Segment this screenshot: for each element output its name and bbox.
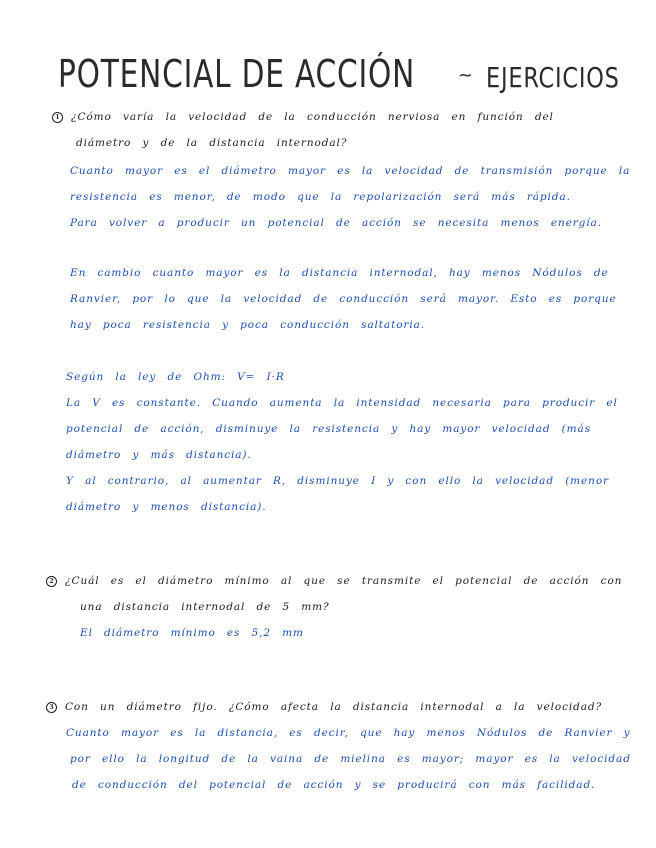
question-number: 3 xyxy=(46,702,57,713)
answer-line: Según la ley de Ohm: V= I·R xyxy=(66,371,285,383)
answer-line: potencial de acción, disminuye la resistencia y hay mayor velocidad (más xyxy=(66,423,591,435)
question-1 xyxy=(52,104,554,156)
answer-line: En cambio cuanto mayor es la distancia internodal, hay menos Nódulos de xyxy=(70,267,609,279)
answer-2 xyxy=(80,620,304,646)
title-dash: ~ xyxy=(457,65,474,86)
question-line xyxy=(46,694,602,720)
question-line: diámetro y de la distancia internodal? xyxy=(76,137,348,149)
answer-line: por ello la longitud de la vaina de mielina es mayor; mayor es la velocidad xyxy=(70,753,631,765)
question-text: Con un diámetro fijo. ¿Cómo afecta la distancia internodal a la velocidad? xyxy=(65,701,603,713)
title-sub: EJERCICIOS xyxy=(486,61,620,94)
answer-1 xyxy=(70,158,630,236)
answer-1-part-2 xyxy=(70,260,617,338)
question-line xyxy=(52,104,554,130)
answer-3 xyxy=(66,720,631,798)
question-text: ¿Cuál es el diámetro mínimo al que se transmite el potencial de acción con xyxy=(65,575,623,587)
question-line: una distancia internodal de 5 mm? xyxy=(80,601,330,613)
answer-line: Y al contrario, al aumentar R, disminuye I y con ello la velocidad (menor xyxy=(66,475,609,487)
answer-line: Cuanto mayor es el diámetro mayor es la velocidad de transmisión porque la xyxy=(70,165,631,177)
question-2 xyxy=(46,568,622,620)
answer-line: de conducción del potencial de acción y se producirá con más facilidad. xyxy=(72,779,596,791)
answer-line: hay poca resistencia y poca conducción saltatoria. xyxy=(70,319,425,331)
answer-line: Ranvier, por lo que la velocidad de conducción será mayor. Esto es porque xyxy=(70,293,617,305)
question-3 xyxy=(46,694,602,720)
question-number: 2 xyxy=(46,576,57,587)
answer-line: Para volver a producir un potencial de acción se necesita menos energía. xyxy=(70,217,602,229)
question-text: ¿Cómo varía la velocidad de la conducción nerviosa en función del xyxy=(71,111,554,123)
question-line xyxy=(46,568,622,594)
answer-line: El diámetro mínimo es 5,2 mm xyxy=(80,627,304,639)
answer-line: diámetro y menos distancia). xyxy=(66,501,267,513)
answer-line: La V es constante. Cuando aumenta la intensidad necesaria para producir el xyxy=(66,397,618,409)
question-number: 1 xyxy=(52,112,63,123)
answer-line: resistencia es menor, de modo que la repolarización será más rápida. xyxy=(70,191,571,203)
answer-line: diámetro y más distancia). xyxy=(66,449,252,461)
answer-line: Cuanto mayor es la distancia, es decir, que hay menos Nódulos de Ranvier y xyxy=(66,727,631,739)
answer-1-part-3 xyxy=(66,364,618,520)
title-main: POTENCIAL DE ACCIÓN xyxy=(58,52,416,96)
page-title xyxy=(58,52,653,96)
